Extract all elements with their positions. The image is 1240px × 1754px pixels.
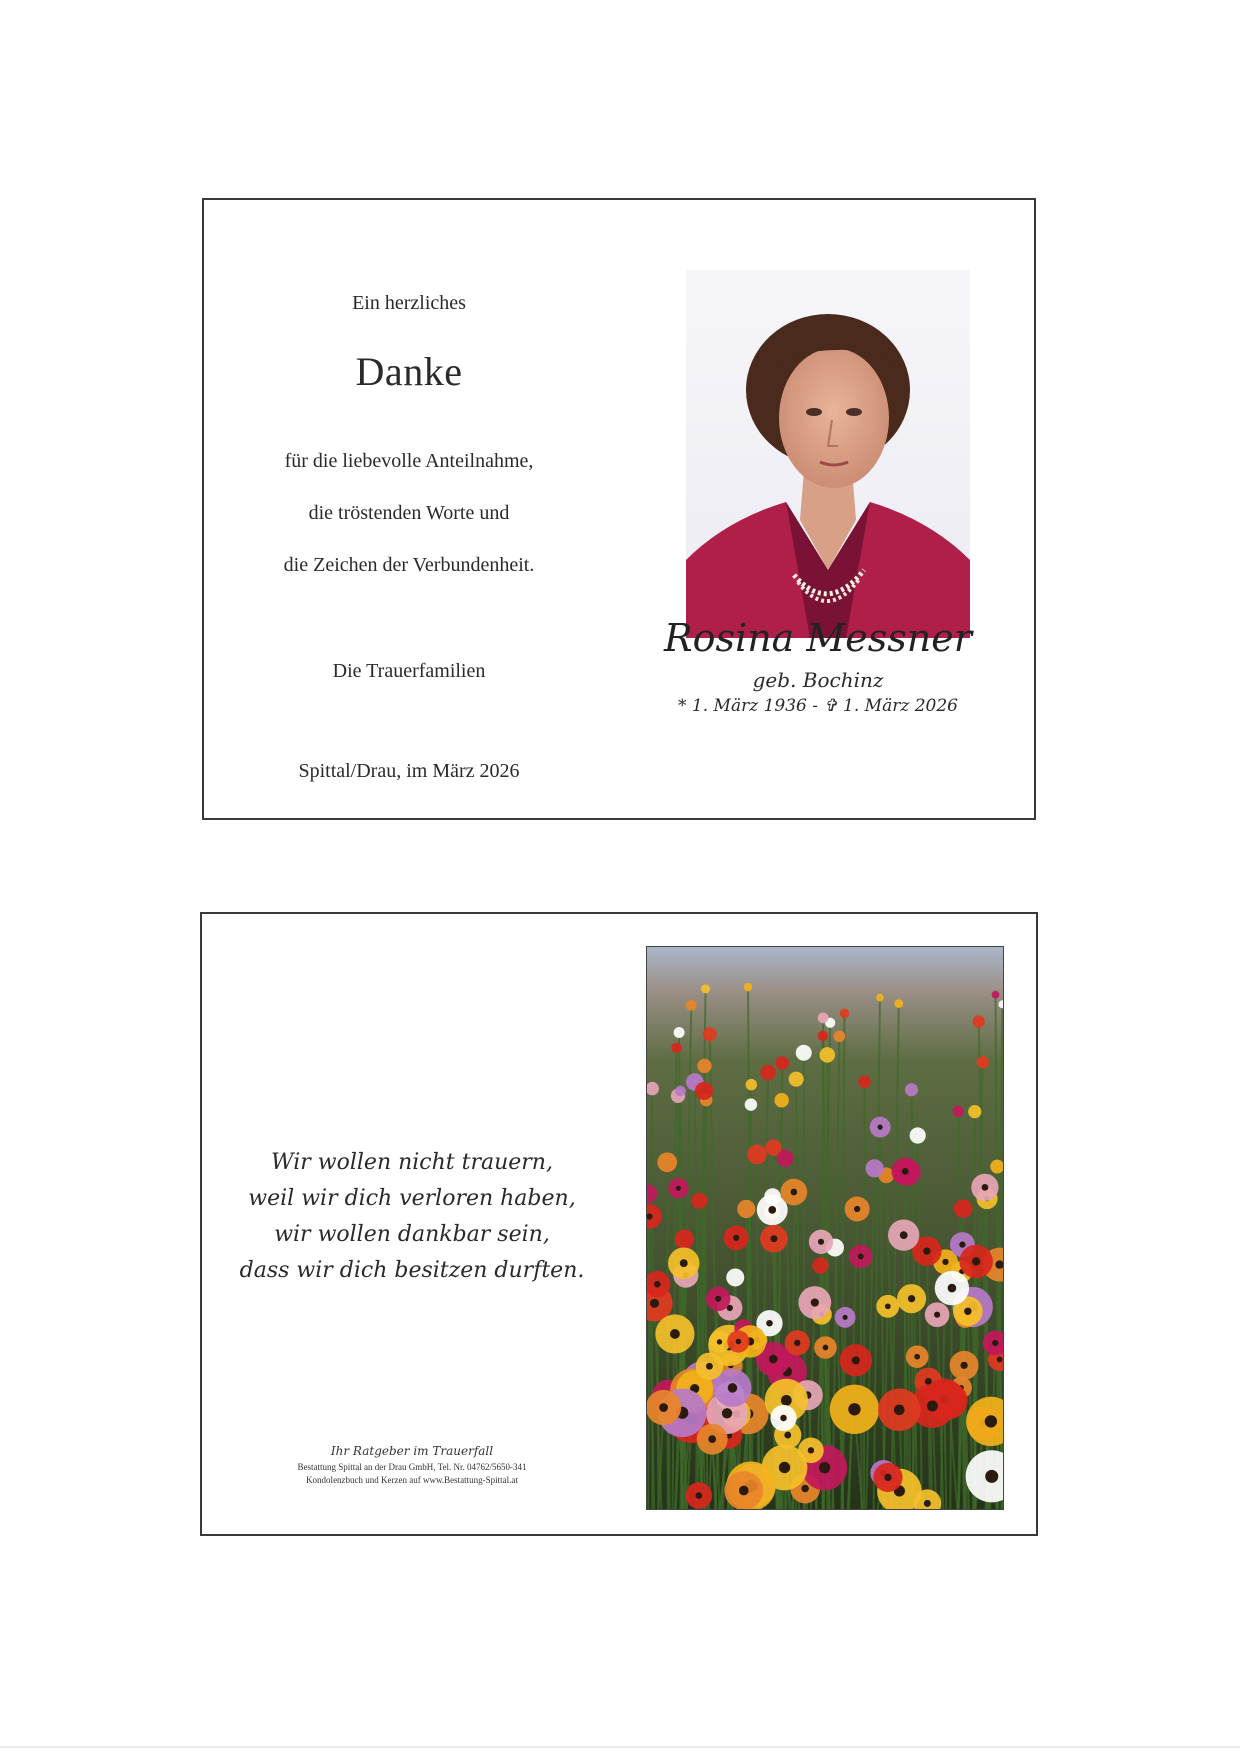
memorial-card-back — [200, 912, 1038, 1536]
signature-text: Die Trauerfamilien — [332, 660, 486, 682]
headline-danke: Danke — [355, 349, 463, 394]
footer-company: Bestattung Spittal an der Drau GmbH, Tel. Nr. 04762/5650-341 — [297, 1462, 527, 1472]
portrait-photo — [686, 270, 970, 638]
poem-line-2: weil wir dich verloren haben, — [248, 1186, 576, 1211]
life-dates: * 1. März 1936 - ✞ 1. März 2026 — [678, 696, 958, 716]
poem-line-4: dass wir dich besitzen durften. — [239, 1258, 585, 1283]
maiden-name: geb. Bochinz — [752, 668, 884, 692]
thanks-line-1: für die liebevolle Anteilnahme, — [284, 450, 534, 472]
scan-edge-line — [0, 1746, 1240, 1748]
memorial-card-front — [202, 198, 1036, 820]
deceased-name: Rosina Messner — [664, 616, 972, 660]
poem-line-1: Wir wollen nicht trauern, — [271, 1150, 553, 1175]
poem-line-3: wir wollen dankbar sein, — [274, 1222, 550, 1247]
footer-tagline: Ihr Ratgeber im Trauerfall — [330, 1444, 494, 1458]
thanks-line-2: die tröstenden Worte und — [308, 502, 510, 524]
footer-web: Kondolenzbuch und Kerzen auf www.Bestattung-Spittal.at — [306, 1475, 518, 1485]
greeting-text: Ein herzliches — [352, 292, 466, 314]
flower-meadow-photo — [646, 946, 1004, 1510]
thanks-line-3: die Zeichen der Verbundenheit. — [283, 554, 535, 576]
place-date-text: Spittal/Drau, im März 2026 — [298, 760, 520, 782]
